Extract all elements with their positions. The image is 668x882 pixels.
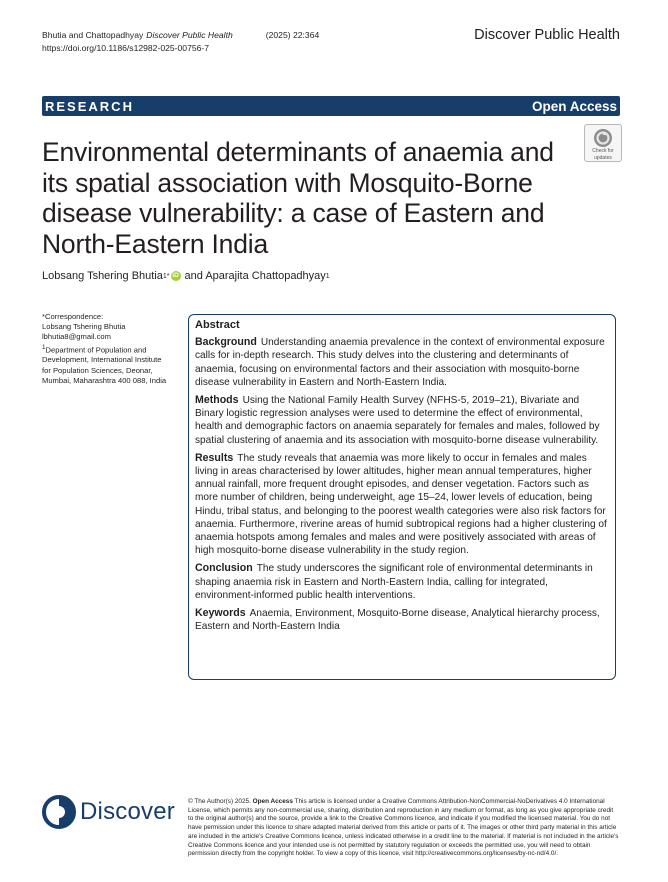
abstract-methods — [195, 394, 607, 447]
article-title: Environmental determinants of anaemia and its spatial association with Mosquito-Borne disease vulnerability: a case of Eastern and North-Eastern India — [42, 137, 554, 259]
section-label: Background — [195, 336, 257, 349]
check-for-updates-button[interactable] — [584, 124, 622, 162]
abstract-conclusion — [195, 562, 607, 602]
affiliation-sup: 1 — [42, 343, 46, 351]
abstract-heading: Abstract — [195, 319, 240, 331]
section-label: Results — [195, 451, 234, 464]
section-text: Understanding anaemia prevalence in the context of environmental exposure calls for in-depth research. This study delves into the clustering and determinants of anaemia, focusing on environmental factors and their association with mosquito-borne disease vulnerability in Eastern and North-Eastern India. — [195, 337, 605, 388]
abstract-results — [195, 452, 607, 558]
license-body: This article is licensed under a Creative Commons Attribution-NonCommercial-NoDerivatives 4.0 International License, which permits any non-commercial use, sharing, distribution and reproduction in any medium or format, as long as you give appropriate credit to the original author(s) and the source, provide a link to the Creative Commons licence, and indicate if you modified the licensed material. You do not have permission under this licence to share adapted material derived from this article or parts of it. The images or other third party material in this article are included in the article's Creative Commons licence, unless indicated otherwise in a credit line to the material. If material is not included in the article's Creative Commons licence and your intended use is not permitted by statutory regulation or exceeds the permitted use, you will need to obtain permission directly from the copyright holder. To view a copy of this licence, visit — [188, 798, 619, 858]
article-type-banner — [42, 96, 620, 116]
section-text: The study underscores the significant role of environmental determinants in shaping anaemia risk in Eastern and North-Eastern India, calling for integrated, environment-informed public health interventions. — [195, 563, 593, 601]
license-link[interactable]: http://creativecommons.org/licenses/by-nc-nd/4.0/. — [415, 850, 559, 858]
orcid-icon[interactable]: iD — [172, 272, 179, 279]
correspondence-name: Lobsang Tshering Bhutia — [42, 322, 126, 332]
affiliation-body: Department of Population and Development, International Institute for Population Sciences, Deonar, Mumbai, Maharashtra 400 088, India — [42, 345, 167, 385]
running-header — [42, 29, 322, 55]
discover-logo-word: Discover — [80, 798, 175, 825]
badge-line1: Check for — [592, 148, 614, 154]
badge-line2: updates — [594, 154, 612, 161]
correspondence-label: *Correspondence: — [42, 312, 104, 321]
affiliation-text — [42, 343, 172, 386]
open-access-label: Open Access — [531, 98, 617, 114]
abstract-background — [195, 336, 607, 389]
author-2-affiliation-sup: 1 — [325, 272, 330, 280]
correspondence-block — [42, 312, 172, 386]
section-text: Anaemia, Environment, Mosquito-Borne disease, Analytical hierarchy process, Eastern and North-Eastern India — [195, 608, 600, 633]
author-list — [42, 270, 330, 282]
section-label: Conclusion — [195, 562, 253, 575]
section-label: Methods — [195, 394, 239, 407]
author-2-name[interactable]: and Aparajita Chattopadhyay — [184, 270, 326, 282]
section-text: Using the National Family Health Survey (NFHS-5, 2019–21), Bivariate and Binary logistic regression analyses were used to determine the effect of environmental, health and demographic factors on anaemia separately for females and males, followed by spatial clustering of anaemia and its association with mosquito-borne disease vulnerability. — [195, 395, 600, 446]
correspondence-email[interactable]: lbhutia8@gmail.com — [42, 332, 111, 342]
abstract-keywords — [195, 607, 607, 633]
check-updates-icon — [593, 128, 613, 148]
license-text — [188, 798, 620, 859]
header-doi-link[interactable]: https://doi.org/10.1186/s12982-025-00756-7 — [42, 43, 210, 53]
section-label: Keywords — [195, 607, 246, 620]
article-type-label: RESEARCH — [45, 98, 134, 114]
journal-name: Discover Public Health — [474, 27, 620, 43]
author-1-affiliation-sup: 1* — [162, 272, 170, 280]
discover-logo-icon — [42, 795, 76, 829]
author-1-name[interactable]: Lobsang Tshering Bhutia — [42, 270, 163, 282]
header-authors: Bhutia and Chattopadhyay — [42, 30, 144, 40]
abstract-box — [188, 314, 616, 680]
license-prefix: © The Author(s) 2025. — [188, 798, 251, 805]
discover-logo — [42, 795, 175, 829]
license-open-access: Open Access — [252, 798, 293, 805]
section-text: The study reveals that anaemia was more likely to occur in females and males living in areas characterised by lower altitudes, higher mean annual temperatures, higher annual rainfall, more frequent drought episodes, and denser vegetation. Factors such as more number of children, being underweight, age 15–24, lower levels of education, being Hindu, tribal status, and belonging to the poorest wealth categories were also risk factors for anaemia. Furthermore, riverine areas of humid subtropical regions had a higher clustering of anaemia hotspots among females and males and were positively associated with areas of high mosquito-borne disease vulnerability in the study region. — [195, 452, 607, 557]
header-journal: Discover Public Health — [146, 30, 233, 40]
header-volume: (2025) 22:364 — [265, 30, 320, 40]
